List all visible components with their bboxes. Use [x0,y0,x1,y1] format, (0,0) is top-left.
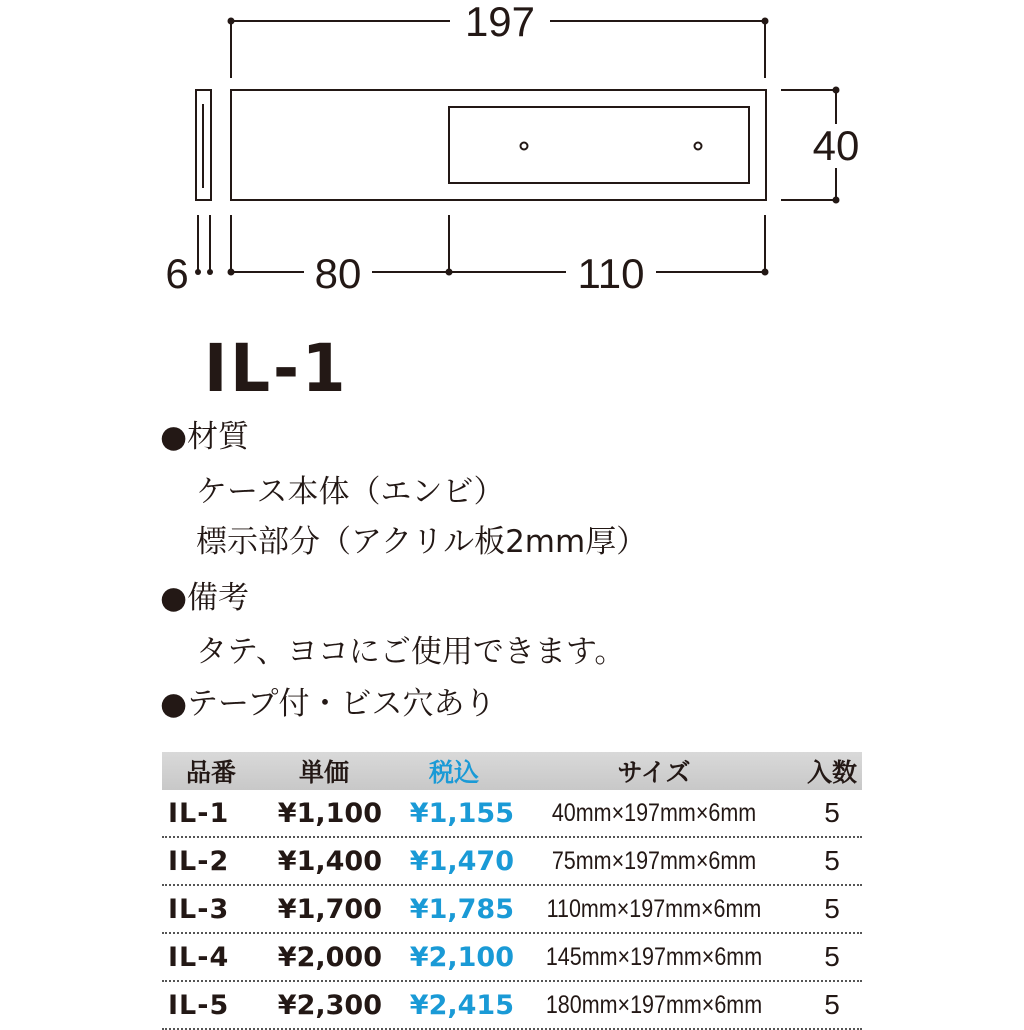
price-table [162,752,862,1030]
header-size: サイズ [617,758,691,787]
display-window [449,107,749,183]
cell-quantity: 5 [824,797,840,828]
bottom-dimensions [195,215,769,276]
header-tax-included: 税込 [428,758,479,787]
cell-price: ¥1,100 [277,797,382,829]
side-profile [196,90,211,200]
notes-heading: ●備考 [160,580,250,616]
table-row [162,982,862,1030]
cell-tax-included: ¥2,100 [409,941,514,973]
cell-price: ¥2,300 [277,989,382,1021]
cell-code: IL-5 [168,989,230,1021]
cell-code: IL-3 [168,893,230,925]
features-line: ●テープ付・ビス穴あり [160,686,496,722]
screw-hole-left [521,143,528,150]
table-row [162,838,862,886]
notes-text: タテ、ヨコにご使用できます。 [196,634,626,670]
dimension-diagram [0,0,1024,320]
cell-tax-included: ¥1,155 [409,797,514,829]
cell-quantity: 5 [824,989,840,1020]
screw-hole-right [695,143,702,150]
header-quantity: 入数 [806,758,857,787]
cell-size: 40mm×197mm×6mm [551,798,757,827]
cell-size: 180mm×197mm×6mm [545,990,763,1019]
header-code: 品番 [185,758,236,787]
cell-price: ¥1,700 [277,893,382,925]
cell-size: 75mm×197mm×6mm [551,846,757,875]
material-display: 標示部分（アクリル板2mm厚） [196,524,648,560]
cell-size: 145mm×197mm×6mm [545,942,763,971]
cell-code: IL-1 [168,797,230,829]
height-label: 40 [812,122,860,169]
right-segment-label: 110 [577,250,645,297]
table-row [162,790,862,838]
left-segment-label: 80 [314,250,362,297]
cell-price: ¥1,400 [277,845,382,877]
cell-quantity: 5 [824,845,840,876]
front-panel [231,90,766,200]
material-heading: ●材質 [160,419,250,455]
cell-code: IL-2 [168,845,230,877]
cell-code: IL-4 [168,941,230,973]
cell-tax-included: ¥1,470 [409,845,514,877]
width-label: 197 [464,0,536,45]
cell-size: 110mm×197mm×6mm [546,894,762,923]
cell-quantity: 5 [824,941,840,972]
model-title: IL-1 [204,330,349,407]
header-price: 単価 [298,758,349,787]
table-row [162,886,862,934]
table-header [162,752,862,790]
depth-label: 6 [165,250,189,297]
cell-quantity: 5 [824,893,840,924]
table-row [162,934,862,982]
cell-tax-included: ¥1,785 [409,893,514,925]
cell-tax-included: ¥2,415 [409,989,514,1021]
material-case: ケース本体（エンビ） [196,474,505,510]
cell-price: ¥2,000 [277,941,382,973]
